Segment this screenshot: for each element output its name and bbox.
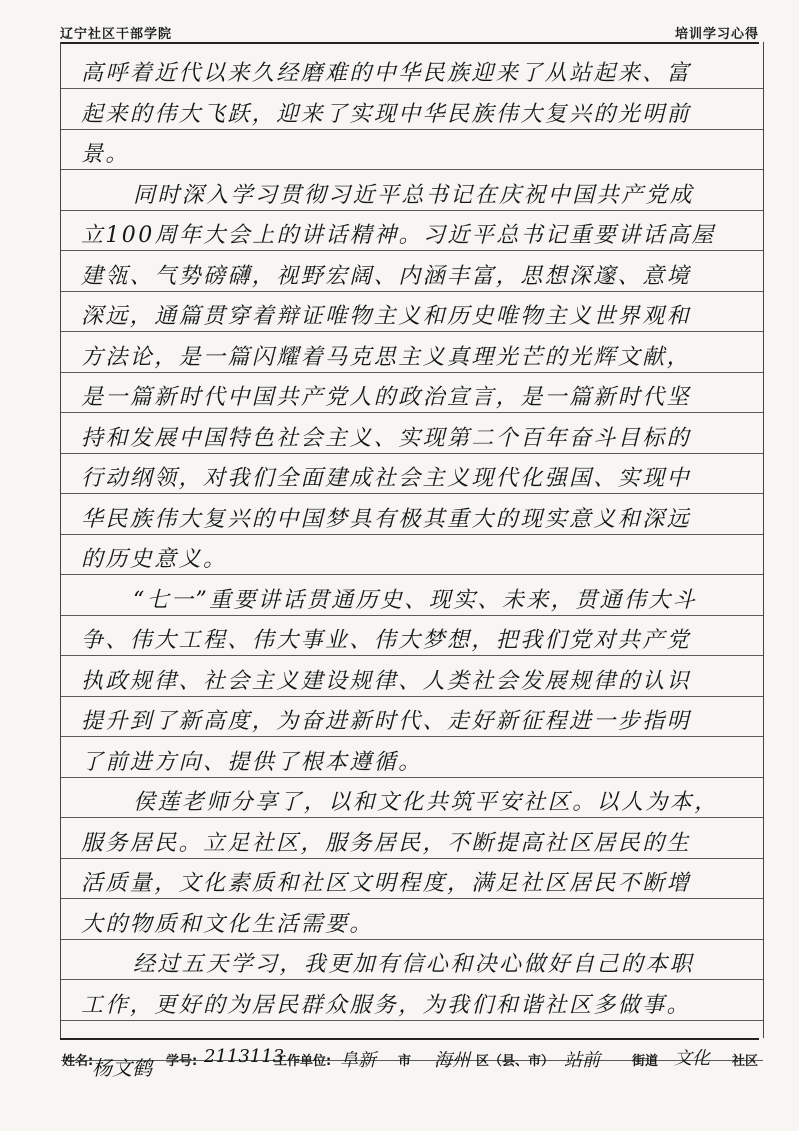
ruled-line xyxy=(61,939,763,940)
ruled-line xyxy=(61,777,763,778)
handwritten-line: 高呼着近代以来久经磨难的中华民族迎来了从站起来、富 xyxy=(81,61,692,86)
ruled-line xyxy=(61,574,763,575)
handwritten-line: 方法论，是一篇闪耀着马克思主义真理光芒的光辉文献， xyxy=(81,344,692,370)
ruled-line xyxy=(61,493,763,494)
ruled-line xyxy=(61,88,763,89)
ruled-writing-area xyxy=(60,42,764,1038)
name-label: 姓名: xyxy=(62,1054,94,1069)
document-type: 培训学习心得 xyxy=(674,27,759,42)
handwritten-line: “七一”重要讲话贯通历史、现实、未来，贯通伟大斗 xyxy=(133,587,698,613)
handwritten-line: 起来的伟大飞跃，迎来了实现中华民族伟大复兴的光明前 xyxy=(81,101,692,127)
ruled-line xyxy=(61,615,763,616)
handwritten-line: 行动纲领，对我们全面建成社会主义现代化强国、实现中 xyxy=(81,466,692,491)
district-value: 海州 xyxy=(434,1050,470,1071)
handwritten-line: 华民族伟大复兴的中国梦具有极其重大的现实意义和深远 xyxy=(81,506,692,532)
student-id-value: 2113113 xyxy=(204,1046,285,1067)
handwritten-line: 持和发展中国特色社会主义、实现第二个百年奋斗目标的 xyxy=(81,425,692,451)
district-label: 区（县、市） xyxy=(476,1054,555,1069)
community-label: 社区 xyxy=(732,1054,759,1069)
ruled-line xyxy=(61,534,763,535)
street-value: 站前 xyxy=(564,1050,600,1071)
ruled-line xyxy=(61,210,763,211)
work-unit-label: 工作单位: xyxy=(274,1054,332,1069)
handwritten-line: 是一篇新时代中国共产党人的政治宣言，是一篇新时代坚 xyxy=(81,385,692,410)
ruled-line xyxy=(61,1020,763,1021)
handwritten-line: 建瓴、气势磅礴，视野宏阔、内涵丰富，思想深邃、意境 xyxy=(81,263,692,289)
handwritten-line: 执政规律、社会主义建设规律、人类社会发展规律的认识 xyxy=(81,668,692,694)
handwritten-line: 服务居民。立足社区，服务居民，不断提高社区居民的生 xyxy=(81,830,692,856)
ruled-line xyxy=(61,736,763,737)
city-value: 阜新 xyxy=(340,1050,376,1071)
name-value: 杨文鹤 xyxy=(92,1056,152,1080)
handwritten-line: 经过五天学习，我更加有信心和决心做好自己的本职 xyxy=(133,952,695,977)
institution-name: 辽宁社区干部学院 xyxy=(60,27,173,42)
ruled-line xyxy=(61,169,763,170)
ruled-line xyxy=(61,331,763,332)
student-id-label: 学号: xyxy=(166,1054,198,1069)
ruled-line xyxy=(61,817,763,818)
ruled-line xyxy=(61,372,763,373)
ruled-line xyxy=(61,696,763,697)
ruled-line xyxy=(61,858,763,859)
handwritten-line: 同时深入学习贯彻习近平总书记在庆祝中国共产党成 xyxy=(133,182,695,208)
ruled-line xyxy=(61,453,763,454)
handwritten-line: 立100周年大会上的讲话精神。习近平总书记重要讲话高屋 xyxy=(81,223,716,248)
handwritten-line: 的历史意义。 xyxy=(81,547,228,572)
page-header xyxy=(60,14,759,42)
footer-rule xyxy=(60,1038,759,1040)
handwritten-line: 活质量，文化素质和社区文明程度，满足社区居民不断增 xyxy=(81,871,692,896)
ruled-line xyxy=(61,412,763,413)
handwritten-line: 了前进方向、提供了根本遵循。 xyxy=(81,749,423,775)
ruled-line xyxy=(61,898,763,899)
handwritten-line: 争、伟大工程、伟大事业、伟大梦想，把我们党对共产党 xyxy=(81,628,692,653)
handwritten-line: 工作，更好的为居民群众服务，为我们和谐社区多做事。 xyxy=(81,992,692,1018)
handwritten-line: 侯莲老师分享了，以和文化共筑平安社区。以人为本， xyxy=(133,790,719,815)
handwritten-line: 大的物质和文化生活需要。 xyxy=(81,911,374,937)
street-label: 街道 xyxy=(632,1054,659,1069)
city-label: 市 xyxy=(398,1054,412,1069)
ruled-line xyxy=(61,655,763,656)
ruled-line xyxy=(61,250,763,251)
ruled-line xyxy=(61,291,763,292)
ruled-line xyxy=(61,979,763,980)
signature-footer xyxy=(62,1044,759,1078)
handwritten-line: 深远，通篇贯穿着辩证唯物主义和历史唯物主义世界观和 xyxy=(81,304,692,329)
community-value: 文化 xyxy=(674,1048,710,1069)
ruled-line xyxy=(61,129,763,130)
handwritten-line: 提升到了新高度，为奋进新时代、走好新征程进一步指明 xyxy=(81,709,692,734)
handwritten-line: 景。 xyxy=(81,142,130,167)
